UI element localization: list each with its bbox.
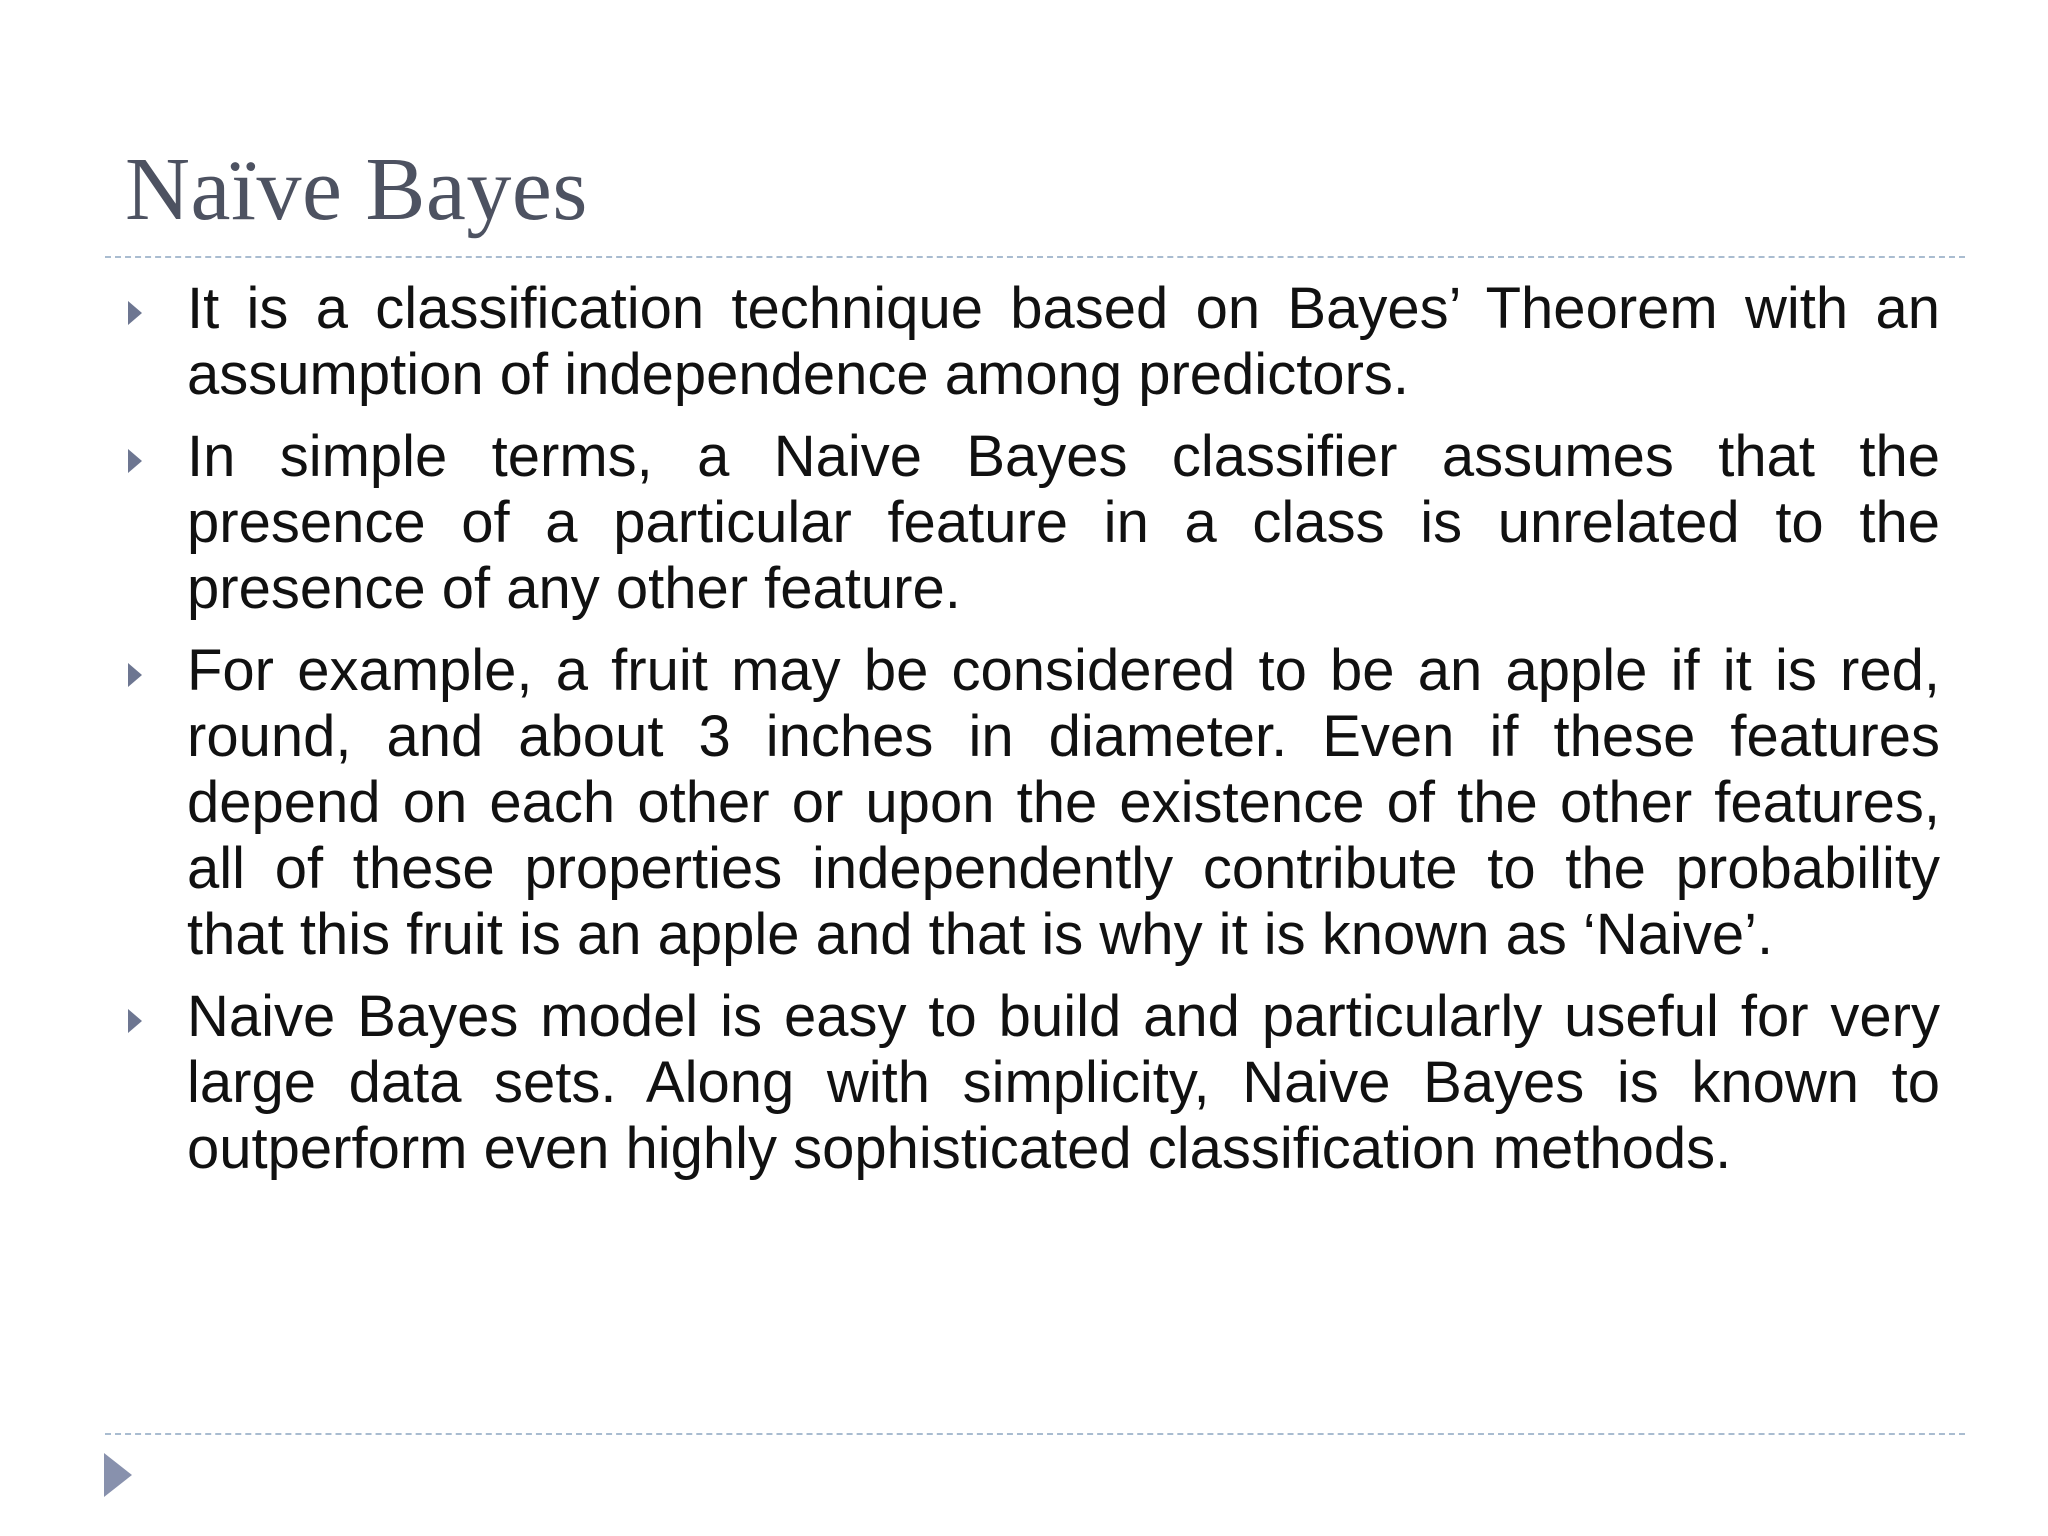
triangle-right-icon bbox=[128, 1009, 142, 1033]
bullet-text: It is a classification technique based on Bayes’ Theorem with an assumption of independence among predictors. bbox=[187, 276, 1940, 407]
bullet-item bbox=[125, 984, 1940, 1182]
bullet-item bbox=[125, 424, 1940, 622]
slide-title: Naïve Bayes bbox=[125, 140, 588, 239]
bullet-item bbox=[125, 276, 1940, 408]
triangle-right-icon bbox=[128, 449, 142, 473]
bullet-text: Naive Bayes model is easy to build and particularly useful for very large data sets. Along with simplicity, Naive Bayes is known to outperform even highly sophisticated classification methods. bbox=[187, 984, 1940, 1181]
triangle-right-icon bbox=[128, 663, 142, 687]
footer-divider bbox=[105, 1433, 1965, 1435]
triangle-right-icon bbox=[128, 301, 142, 325]
bullet-item bbox=[125, 638, 1940, 968]
title-divider bbox=[105, 256, 1965, 258]
bullet-text: In simple terms, a Naive Bayes classifier assumes that the presence of a particular feature in a class is unrelated to the presence of any other feature. bbox=[187, 424, 1940, 621]
bullet-text: For example, a fruit may be considered to be an apple if it is red, round, and about 3 inches in diameter. Even if these features depend on each other or upon the existence of the other features, all of these properties independently contribute to the probability that this fruit is an apple and that is why it is known as ‘Naive’. bbox=[187, 638, 1940, 967]
bullet-list bbox=[125, 276, 1940, 1198]
next-slide-arrow-icon[interactable] bbox=[104, 1453, 132, 1497]
